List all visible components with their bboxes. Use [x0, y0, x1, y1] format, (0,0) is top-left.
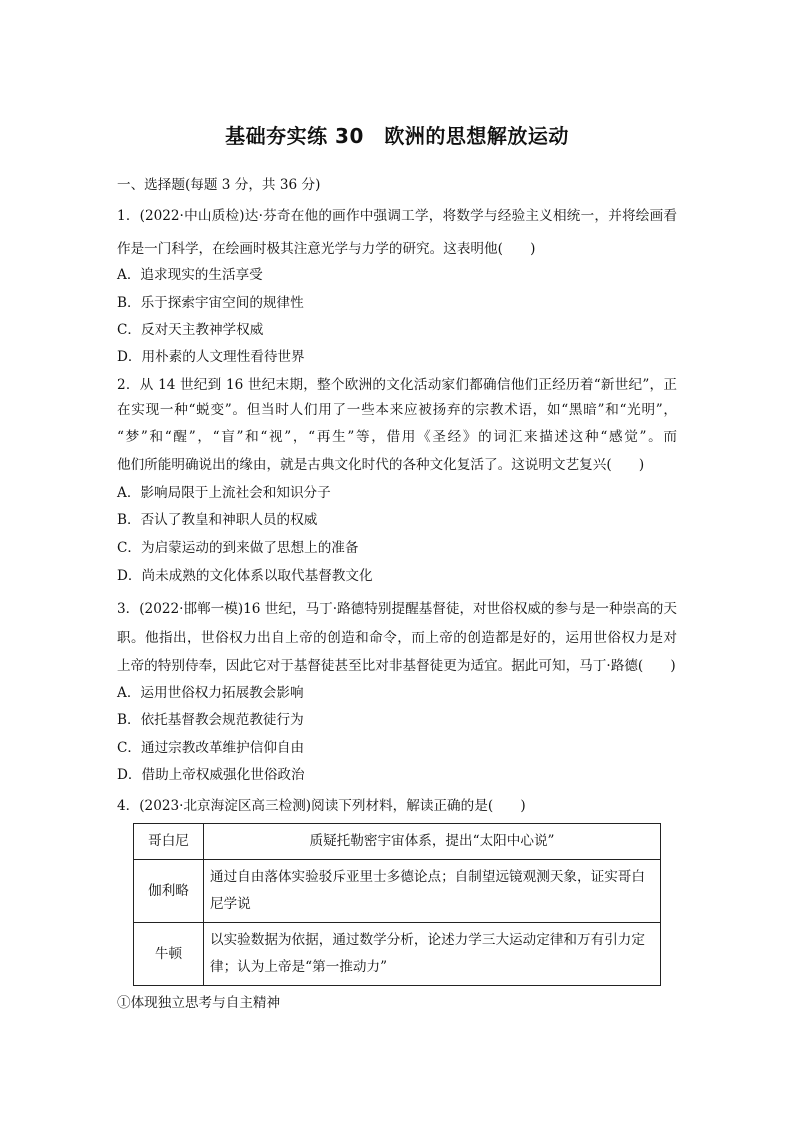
table-cell-name: 哥白尼	[134, 824, 204, 860]
table-row	[134, 860, 661, 923]
q1-stem-line-2: 作是一门科学，在绘画时极其注意光学与力学的研究。这表明他( )	[117, 241, 536, 257]
q2-option-b: B．否认了教皇和神职人员的权威	[117, 512, 318, 528]
q1-stem-line-1: 1．(2022·中山质检)达·芬奇在他的画作中强调工学，将数学与经验主义相统一，并将绘画看	[117, 208, 677, 224]
q3-stem-line-1: 3．(2022·邯郸一模)16 世纪，马丁·路德特别提醒基督徒，对世俗权威的参与是一种崇高的天	[117, 601, 677, 617]
q3-option-c: C．通过宗教改革维护信仰自由	[117, 740, 305, 756]
q2-stem-line-4: 他们所能明确说出的缘由，就是古典文化时代的各种文化复活了。这说明文艺复兴( )	[117, 457, 645, 473]
table-cell-desc: 通过自由落体实验驳斥亚里士多德论点；自制望远镜观测天象，证实哥白尼学说	[204, 860, 661, 923]
table-row	[134, 824, 661, 860]
q3-option-d: D．借助上帝权威强化世俗政治	[117, 767, 305, 783]
q1-option-a: A．追求现实的生活享受	[117, 267, 263, 283]
q2-stem-line-2: 在实现一种“蜕变”。但当时人们用了一些本来应被扬弃的宗教术语，如“黑暗”和“光明”，	[117, 402, 677, 418]
table-cell-name: 牛顿	[134, 923, 204, 986]
q1-option-d: D．用朴素的人文理性看待世界	[117, 349, 305, 365]
q1-option-c: C．反对天主教神学权威	[117, 322, 264, 338]
q3-option-b: B．依托基督教会规范教徒行为	[117, 712, 304, 728]
q2-stem-line-3: “梦”和“醒”，“盲”和“视”，“再生”等，借用《圣经》的词汇来描述这种“感觉”。而	[117, 429, 677, 445]
table-cell-desc: 质疑托勒密宇宙体系，提出“太阳中心说”	[204, 824, 661, 860]
q4-stem: 4．(2023·北京海淀区高三检测)阅读下列材料，解读正确的是( )	[117, 798, 526, 814]
q4-item-1: ①体现独立思考与自主精神	[117, 995, 281, 1011]
page-title: 基础夯实练 30 欧洲的思想解放运动	[225, 124, 569, 148]
table-cell-name: 伽利略	[134, 860, 204, 923]
q2-option-a: A．影响局限于上流社会和知识分子	[117, 485, 331, 501]
section-heading: 一、选择题(每题 3 分，共 36 分)	[117, 177, 321, 193]
q2-option-c: C．为启蒙运动的到来做了思想上的准备	[117, 540, 359, 556]
q3-option-a: A．运用世俗权力拓展教会影响	[117, 685, 304, 701]
table-cell-desc: 以实验数据为依据，通过数学分析，论述力学三大运动定律和万有引力定律；认为上帝是“第一推动力”	[204, 923, 661, 986]
q3-stem-line-2: 职。他指出，世俗权力出自上帝的创造和命令，而上帝的创造都是好的，运用世俗权力是对	[117, 630, 677, 646]
scientists-table	[133, 823, 661, 986]
q3-stem-line-3: 上帝的特别侍奉，因此它对于基督徒甚至比对非基督徒更为适宜。据此可知，马丁·路德( )	[117, 658, 676, 674]
q1-option-b: B．乐于探索宇宙空间的规律性	[117, 295, 304, 311]
q2-option-d: D．尚未成熟的文化体系以取代基督教文化	[117, 568, 373, 584]
table-row	[134, 923, 661, 986]
q2-stem-line-1: 2．从 14 世纪到 16 世纪末期，整个欧洲的文化活动家们都确信他们正经历着“新世纪”，正	[117, 377, 677, 393]
